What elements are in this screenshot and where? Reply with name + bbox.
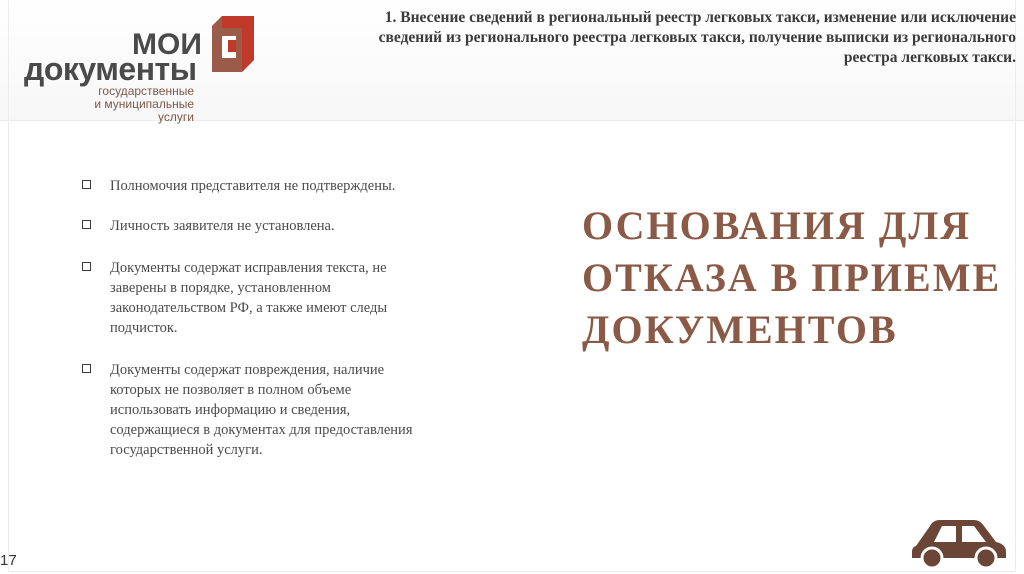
bullet-text-line: заверены в порядке, установленном	[110, 280, 331, 296]
list-item	[80, 360, 412, 460]
checkbox-bullet-icon	[82, 262, 91, 271]
bullet-text-line: законодательством РФ, а также имеют следы	[110, 300, 388, 316]
logo-subtitle	[64, 85, 194, 124]
logo-word-top: МОИ	[132, 28, 202, 61]
list-item	[80, 176, 395, 196]
bullet-text-line: которых не позволяет в полном объеме	[110, 382, 352, 398]
page-number: 17	[0, 552, 17, 569]
bullet-text-line: Полномочия представителя не подтверждены.	[110, 178, 396, 194]
logo	[24, 10, 264, 124]
heading-line-2: ОТКАЗА В ПРИЕМЕ	[582, 255, 1002, 300]
checkbox-bullet-icon	[82, 180, 91, 189]
slide-title	[296, 8, 1016, 68]
heading-line-1: ОСНОВАНИЯ ДЛЯ	[582, 203, 972, 248]
checkbox-bullet-icon	[82, 220, 91, 229]
bullet-text-line: подчисток.	[110, 320, 178, 336]
bullet-text-line: государственной услуги.	[110, 442, 263, 458]
car-icon	[908, 514, 1008, 570]
checkbox-bullet-icon	[82, 364, 91, 373]
bullet-text-line: Документы содержат исправления текста, не	[110, 260, 387, 276]
title-line-3: реестра легковых такси.	[843, 49, 1016, 66]
logo-subtitle-line1: государственные	[98, 84, 194, 98]
list-item	[80, 216, 335, 236]
bullet-text-line: содержащиеся в документах для предоставления	[110, 422, 413, 438]
heading-line-3: ДОКУМЕНТОВ	[582, 307, 898, 352]
bullet-text-line: использовать информацию и сведения,	[110, 402, 351, 418]
bullet-text-line: Документы содержат повреждения, наличие	[110, 362, 385, 378]
bullet-text-line: Личность заявителя не установлена.	[110, 218, 335, 234]
list-item	[80, 258, 387, 338]
title-line-2: сведений из регионального реестра легковых такси, получение выписки из регионального	[378, 29, 1016, 46]
logo-emblem-icon	[208, 12, 258, 76]
logo-subtitle-line2: и муниципальные услуги	[94, 97, 194, 124]
logo-word-main: документы	[24, 51, 197, 87]
title-line-1: 1. Внесение сведений в региональный реестр легковых такси, изменение или исключение	[384, 9, 1016, 26]
section-heading	[582, 200, 1012, 356]
